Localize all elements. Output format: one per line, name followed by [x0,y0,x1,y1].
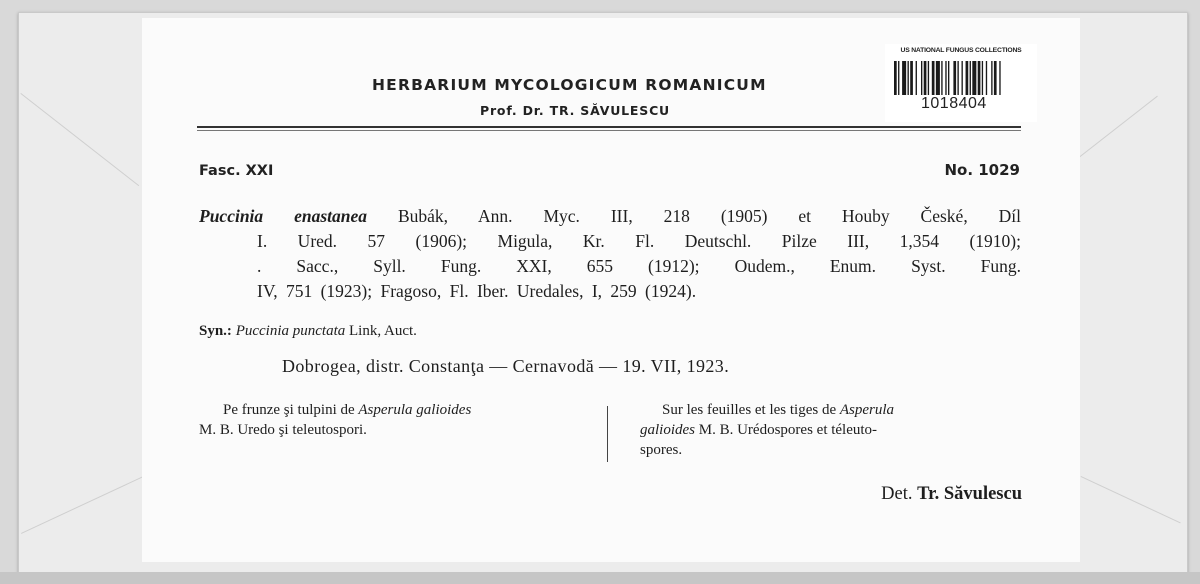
host-line [640,400,1024,420]
fascicle-number: Fasc. XXI [199,163,274,179]
host-text: Pe frunze şi tulpini de [223,402,355,418]
host-line [640,420,1024,440]
barcode-bar [957,61,958,95]
barcode-icon [894,61,1028,95]
host-name: Asperula [839,402,895,418]
barcode-bar [932,61,935,95]
citation-text: Bubák, Ann. Myc. III, 218 (1905) et Houby České, Díl [397,206,1021,226]
barcode-bar [945,61,946,95]
host-line: M. B. Uredo şi teleutospori. [199,422,367,438]
host-line [199,400,589,420]
determiner-label: Det. [881,484,913,504]
barcode-bar [908,61,909,95]
barcode-bar [994,61,997,95]
host-romanian [199,400,589,440]
host-name: Asperula galioides [358,402,472,418]
specimen-number: No. 1029 [944,161,1020,179]
barcode-number: 1018404 [921,95,987,112]
barcode-bar [910,61,913,95]
barcode-bar [948,61,949,95]
barcode-bar [953,61,956,95]
barcode-bar [928,61,929,95]
barcode-bar [902,61,906,95]
barcode-bar [966,61,969,95]
header-rule-thin [197,130,1021,131]
determiner [881,484,1022,505]
barcode-bar [924,61,927,95]
barcode-bar [982,61,983,95]
bottom-edge [0,572,1200,584]
barcode-bar [986,61,987,95]
header-rule [197,126,1021,128]
species-name: Puccinia enastanea [199,206,368,226]
column-divider [607,406,608,462]
host-name: galioides [640,422,695,438]
barcode-bar [962,61,963,95]
citation-line [199,204,1021,229]
barcode-bar [970,61,971,95]
barcode-bar [921,61,922,95]
barcode-bar [894,61,897,95]
specimen-label: HERBARIUM MYCOLOGICUM ROMANICUM Prof. Dr. TR. SĂVULESCU Fasc. XXI No. 1029 Puccinia enastanea Bubák, Ann. Myc. III, 218 (1905) et Houby České, Díl I. Ured. 57 (1906); Migula, Kr. Fl. Deutschl. Pilze III, 1,354 (1910); . Sacc., Syll. Fung. XXI, 655 (1912); Oudem., Enum. Syst. Fung. IV, 751 (1923); Fragoso, Fl. Iber. Uredales, I, 259 (1924). Syn.: Puccinia punctata Link, Auct. Dobrogea, distr. Constanţa — Cernavodă — 19. VII, 1923. Pe frunze şi tulpini de Asperula galioides M. B. Uredo şi teleutospori. Sur les feuilles et les tiges de Asperula galioides M. B. Urédospores et téleuto- spores. Det. Tr. Săvulescu [142,18,1080,562]
barcode-bar [972,61,976,95]
determiner-name: Tr. Săvulescu [917,484,1022,504]
synonym-name: Puccinia punctata [235,323,346,339]
citation-line: IV, 751 (1923); Fragoso, Fl. Iber. Uredales, I, 259 (1924). [257,281,697,301]
host-french [640,400,1024,460]
synonym-label: Syn.: [199,323,232,339]
synonym [199,323,417,340]
citation-line: . Sacc., Syll. Fung. XXI, 655 (1912); Oudem., Enum. Syst. Fung. [257,256,1021,276]
host-text: M. B. Urédospores et téleuto- [698,422,878,438]
barcode-bar [941,61,942,95]
barcode-bar [978,61,981,95]
citation-line: I. Ured. 57 (1906); Migula, Kr. Fl. Deutschl. Pilze III, 1,354 (1910); [257,231,1021,251]
locality: Dobrogea, distr. Constanţa — Cernavodă — 19. VII, 1923. [282,356,730,376]
barcode-sticker [885,44,1037,122]
species-citation [199,204,1021,304]
envelope-fold [1081,476,1181,523]
barcode-bar [916,61,917,95]
barcode-institution: US NATIONAL FUNGUS COLLECTIONS [900,47,1022,54]
barcode-bar [991,61,992,95]
barcode-bar [999,61,1000,95]
envelope-fold [21,474,148,534]
herbarium-subtitle: Prof. Dr. TR. SĂVULESCU [480,103,670,118]
host-line: spores. [640,442,683,458]
envelope-fold [20,93,139,186]
barcode-bar [936,61,940,95]
host-text: Sur les feuilles et les tiges de [662,402,837,418]
synonym-authority: Link, Auct. [349,323,417,339]
barcode-bar [898,61,899,95]
